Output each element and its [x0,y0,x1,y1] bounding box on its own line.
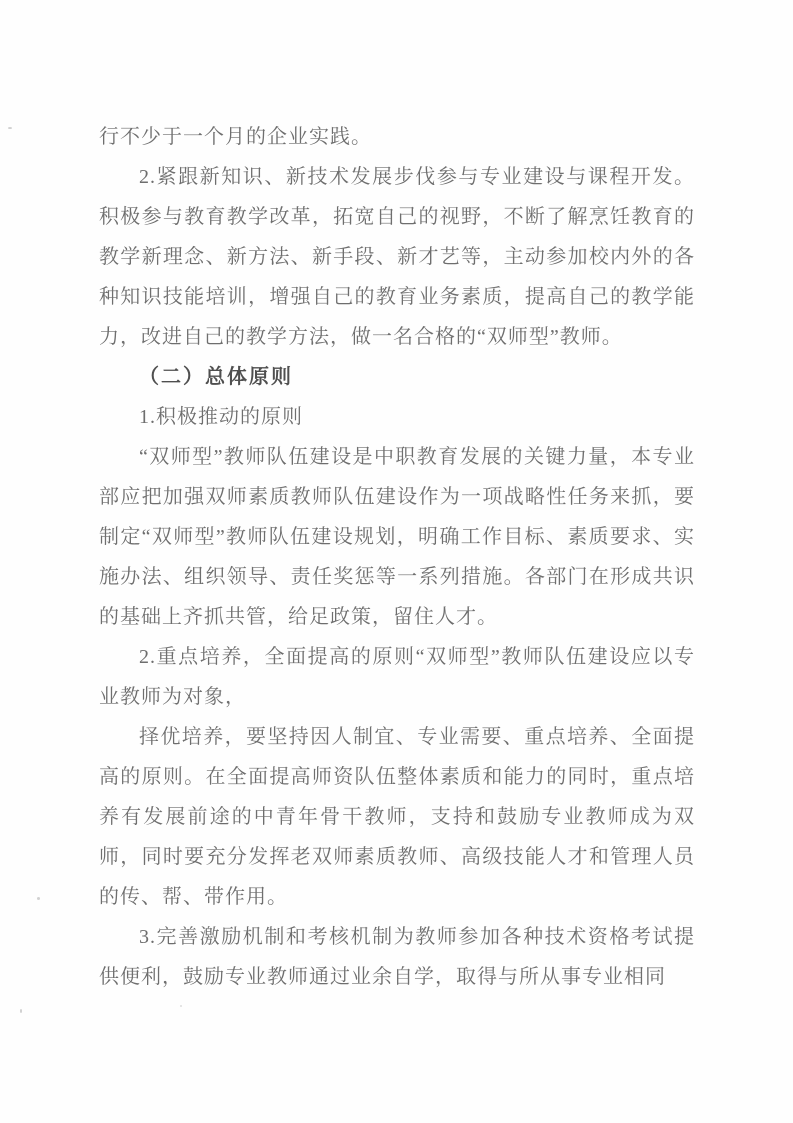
paragraph-principle-2-title: 2.重点培养，全面提高的原则“双师型”教师队伍建设应以专业教师为对象， [99,646,695,708]
scan-speck-icon [20,1009,22,1013]
scan-speck-icon [8,127,12,129]
section-heading-overall-principles: （二）总体原则 [139,366,293,388]
paragraph-principle-2-body: 择优培养，要坚持因人制宜、专业需要、重点培养、全面提高的原则。在全面提高师资队伍整体素质和能力的同时，重点培养有发展前途的中青年骨干教师，支持和鼓励专业教师成为双师，同时要充分发挥老双师素质教师、高级技能人才和管理人员的传、帮、带作用。 [99,726,695,908]
scan-speck-icon [37,897,40,900]
document-text-block [99,117,695,997]
paragraph-item-2: 2.紧跟新知识、新技术发展步伐参与专业建设与课程开发。积极参与教育教学改革，拓宽自己的视野，不断了解烹饪教育的教学新理念、新方法、新手段、新才艺等，主动参加校内外的各种知识技能培训，增强自己的教育业务素质，提高自己的教学能力，改进自己的教学方法，做一名合格的“双师型”教师。 [99,166,695,348]
paragraph-continuation: 行不少于一个月的企业实践。 [99,126,372,148]
paragraph-principle-1-title: 1.积极推动的原则 [139,406,303,428]
scan-speck-icon [180,1005,182,1007]
paragraph-principle-1-body: “双师型”教师队伍建设是中职教育发展的关键力量，本专业部应把加强双师素质教师队伍建设作为一项战略性任务来抓，要制定“双师型”教师队伍建设规划，明确工作目标、素质要求、实施办法、组织领导、责任奖惩等一系列措施。各部门在形成共识的基础上齐抓共管，给足政策，留住人才。 [99,446,695,628]
paragraph-principle-3: 3.完善激励机制和考核机制为教师参加各种技术资格考试提供便利，鼓励专业教师通过业余自学，取得与所从事专业相同 [99,926,695,988]
